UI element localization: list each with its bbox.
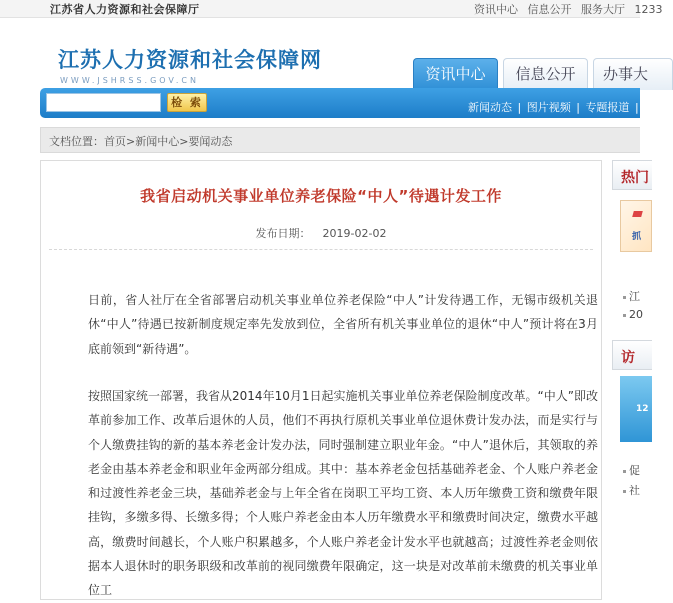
top-link-service[interactable]: 服务大厅: [581, 3, 625, 16]
top-link-hotline[interactable]: 1233: [634, 3, 663, 16]
site-domain: WWW.JSHRSS.GOV.CN: [60, 76, 199, 85]
hot-item[interactable]: 江: [623, 288, 640, 304]
hot-banner-image[interactable]: 抓: [620, 200, 652, 252]
tab-news-center[interactable]: 资讯中心: [413, 58, 498, 90]
site-logo[interactable]: [58, 44, 322, 85]
sub-nav: [468, 99, 655, 115]
search-button[interactable]: 检 索: [167, 93, 207, 112]
sub-nav-media[interactable]: 图片视频: [526, 101, 571, 114]
right-sidebar: [612, 160, 652, 580]
visit-banner-image[interactable]: 12: [620, 376, 652, 442]
org-name[interactable]: 江苏省人力资源和社会保障厅: [50, 3, 200, 16]
sub-nav-news[interactable]: 新闻动态: [468, 101, 512, 114]
date-value: 2019-02-02: [322, 227, 387, 240]
tab-service-hall[interactable]: 办事大: [593, 58, 673, 90]
article-paragraph: 按照国家统一部署，我省从2014年10月1日起实施机关事业单位养老保险制度改革。“中人”即改革前参加工作、改革后退休的人员，他们不再执行原机关事业单位退休费计发办法，而是实行与个人缴费挂钩的新的基本养老金计发办法，同时强制建立职业年金。“中人”退休后，其领取的养老金由基本养老金和职业年金两部分组成。其中：基本养老金包括基础养老金、个人账户养老金和过渡性养老金三块，基础养老金与上年全省在岗职工平均工资、本人历年缴费工资和缴费年限挂钩，多缴多得、长缴多得；个人账户养老金由本人历年缴费水平和缴费时间决定，缴费水平越高，缴费时间越长，个人账户积累越多，个人账户养老金计发水平也就越高；过渡性养老金则依据本人退休时的职务职级和改革前的视同缴费年限确定，这一块是对改革前未缴费的机关事业单位工: [88, 389, 598, 598]
breadcrumb-path[interactable]: 首页>新闻中心>要闻动态: [104, 135, 233, 148]
sub-nav-separator: |: [634, 101, 639, 114]
sub-nav-special[interactable]: 专题报道: [585, 101, 630, 114]
visit-item[interactable]: 促: [623, 462, 640, 478]
site-title: 江苏人力资源和社会保障网: [58, 47, 322, 72]
top-link-info[interactable]: 信息公开: [527, 3, 572, 16]
top-links: [474, 1, 669, 17]
article-divider: [49, 249, 593, 250]
search-input[interactable]: [46, 93, 161, 112]
sub-nav-more[interactable]: 图: [644, 101, 656, 114]
sub-nav-separator: |: [576, 101, 580, 114]
breadcrumb-bar: [40, 127, 640, 153]
article-paragraph: 日前，省人社厅在全省部署启动机关事业单位养老保险“中人”计发待遇工作，无锡市级机关退休“中人”待遇已按新制度规定率先发放到位，全省所有机关事业单位的退休“中人”预计将在3月底前领到“新待遇”。: [88, 293, 598, 356]
date-label: 发布日期：: [255, 227, 311, 240]
breadcrumb: [49, 133, 232, 149]
publish-date: [41, 225, 601, 241]
sub-nav-separator: |: [517, 101, 522, 114]
hot-heading: 热门: [612, 160, 652, 190]
article: [40, 160, 602, 600]
visit-item[interactable]: 社: [623, 482, 640, 498]
top-link-news[interactable]: 资讯中心: [474, 3, 518, 16]
breadcrumb-label: 文档位置：: [49, 135, 104, 148]
article-title: 我省启动机关事业单位养老保险“中人”待遇计发工作: [140, 187, 502, 205]
top-bar: [0, 0, 663, 18]
visit-heading: 访: [612, 340, 652, 370]
search-bar: [40, 88, 656, 118]
tab-info-disclosure[interactable]: 信息公开: [503, 58, 588, 90]
hot-item[interactable]: 20: [623, 308, 643, 321]
